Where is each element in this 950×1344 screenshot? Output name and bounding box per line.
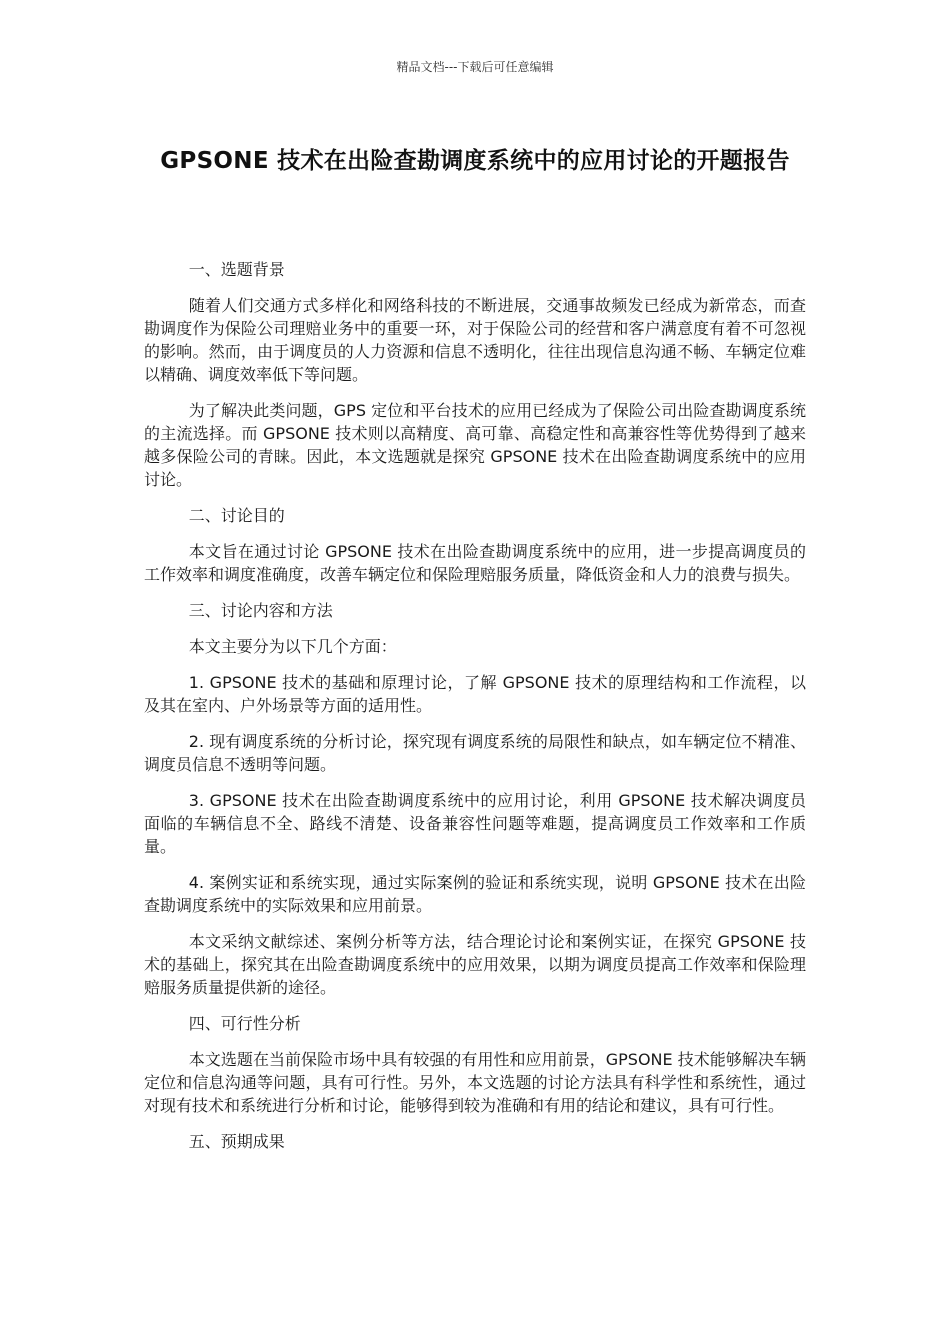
document-body <box>144 258 806 1166</box>
section-heading-purpose: 二、讨论目的 <box>188 506 285 525</box>
paragraph: 本文选题在当前保险市场中具有较强的有用性和应用前景，GPSONE 技术能够解决车辆定位和信息沟通等问题，具有可行性。另外，本文选题的讨论方法具有科学性和系统性，通过对现有技术和系统进行分析和讨论，能够得到较为准确和有用的结论和建议，具有可行性。 <box>144 1050 806 1115</box>
list-item: 2. 现有调度系统的分析讨论，探究现有调度系统的局限性和缺点，如车辆定位不精准、调度员信息不透明等问题。 <box>144 732 806 774</box>
section-heading-background: 一、选题背景 <box>188 260 285 279</box>
paragraph: 本文旨在通过讨论 GPSONE 技术在出险查勘调度系统中的应用，进一步提高调度员的工作效率和调度准确度，改善车辆定位和保险理赔服务质量，降低资金和人力的浪费与损失。 <box>144 542 806 584</box>
list-item: 4. 案例实证和系统实现，通过实际案例的验证和系统实现，说明 GPSONE 技术在出险查勘调度系统中的实际效果和应用前景。 <box>144 873 806 915</box>
section-heading-expected-results: 五、预期成果 <box>188 1132 285 1151</box>
paragraph: 为了解决此类问题，GPS 定位和平台技术的应用已经成为了保险公司出险查勘调度系统的主流选择。而 GPSONE 技术则以高精度、高可靠、高稳定性和高兼容性等优势得到了越来越多保险公司的青睐。因此，本文选题就是探究 GPSONE 技术在出险查勘调度系统中的应用讨论。 <box>144 401 806 489</box>
document-title: GPSONE 技术在出险查勘调度系统中的应用讨论的开题报告 <box>160 148 790 174</box>
list-item: 1. GPSONE 技术的基础和原理讨论，了解 GPSONE 技术的原理结构和工作流程，以及其在室内、户外场景等方面的适用性。 <box>144 673 806 715</box>
list-item: 3. GPSONE 技术在出险查勘调度系统中的应用讨论，利用 GPSONE 技术解决调度员面临的车辆信息不全、路线不清楚、设备兼容性问题等难题，提高调度员工作效率和工作质量。 <box>144 791 806 856</box>
section-heading-feasibility: 四、可行性分析 <box>188 1014 301 1033</box>
paragraph: 本文主要分为以下几个方面： <box>188 637 397 656</box>
paragraph: 本文采纳文献综述、案例分析等方法，结合理论讨论和案例实证，在探究 GPSONE 技术的基础上，探究其在出险查勘调度系统中的应用效果，以期为调度员提高工作效率和保险理赔服务质量提供新的途径。 <box>144 932 806 997</box>
paragraph: 随着人们交通方式多样化和网络科技的不断进展，交通事故频发已经成为新常态，而查勘调度作为保险公司理赔业务中的重要一环，对于保险公司的经营和客户满意度有着不可忽视的影响。然而，由于调度员的人力资源和信息不透明化，往往出现信息沟通不畅、车辆定位难以精确、调度效率低下等问题。 <box>144 296 806 384</box>
section-heading-content-methods: 三、讨论内容和方法 <box>188 601 333 620</box>
page-header: 精品文档---下载后可任意编辑 <box>396 60 554 74</box>
